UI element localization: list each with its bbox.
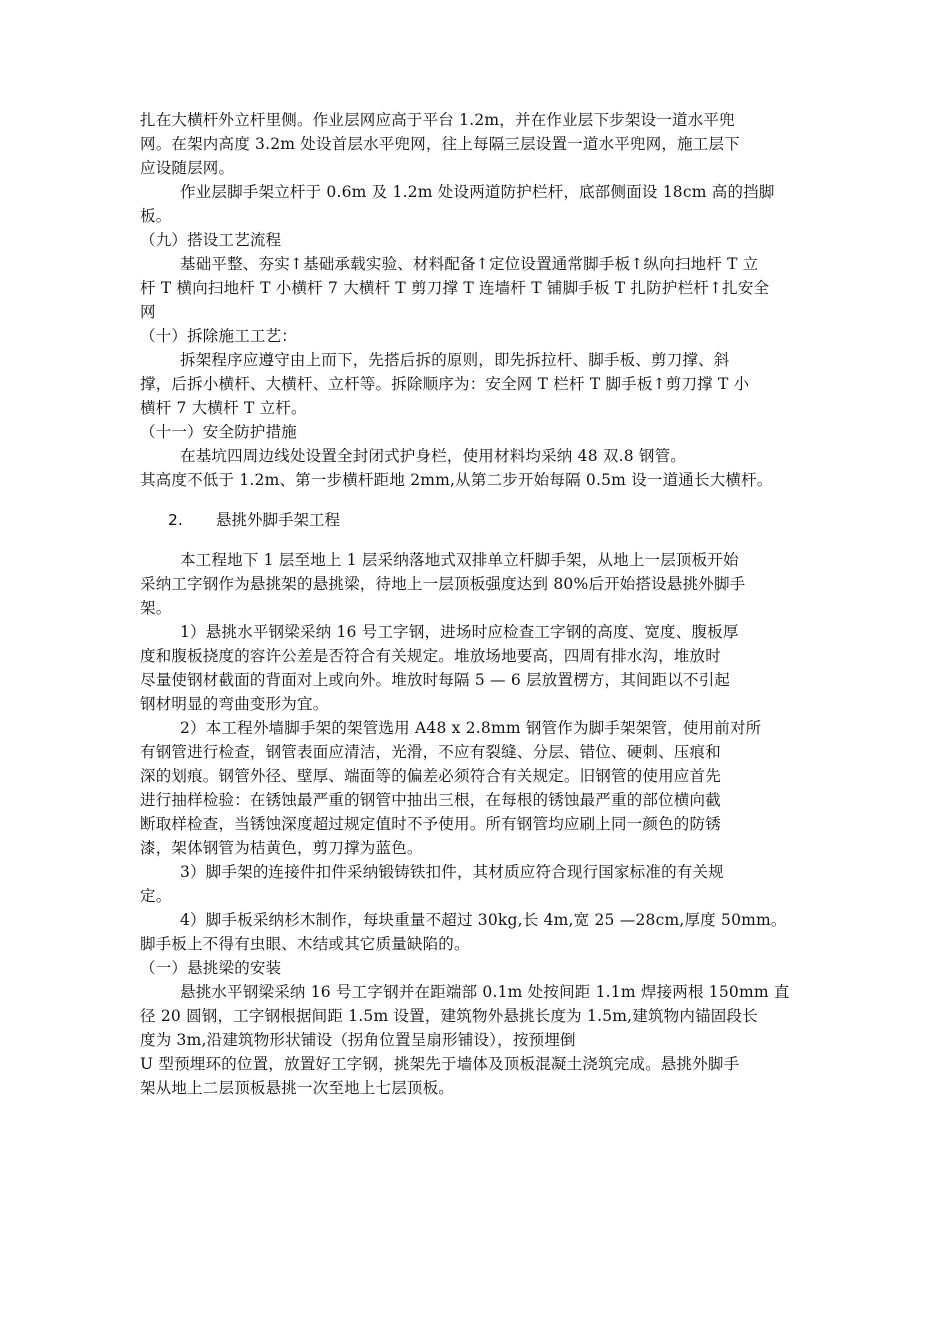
- text-line: U 型预埋环的位置，放置好工字钢，挑架先于墙体及顶板混凝土浇筑完成。悬挑外脚手: [140, 1055, 740, 1073]
- text-line: 悬挑水平钢梁采纳 16 号工字钢并在距端部 0.1m 处按间距 1.1m 焊接两根 150mm 直: [180, 983, 790, 1001]
- text-line: 采纳工字钢作为悬挑架的悬挑梁，待地上一层顶板强度达到 80%后开始搭设悬挑外脚手: [140, 575, 746, 593]
- text-line: 横杆 7 大横杆 T 立杆。: [140, 399, 307, 417]
- text-line: 4）脚手板采纳杉木制作，每块重量不超过 30kg,长 4m,宽 25 —28cm,厚度 50mm。: [180, 911, 787, 929]
- text-line: 度和腹板挠度的容许公差是否符合有关规定。堆放场地要高，四周有排水沟，堆放时: [140, 647, 721, 665]
- subsection-heading: （一）悬挑梁的安装: [140, 959, 282, 977]
- section-heading: [140, 508, 830, 532]
- section-number: 2.: [168, 511, 183, 529]
- text-line: 漆，架体钢管为桔黄色，剪刀撑为蓝色。: [140, 839, 423, 857]
- text-line: 架从地上二层顶板悬挑一次至地上七层顶板。: [140, 1079, 455, 1097]
- text-line: 定。: [140, 887, 172, 905]
- text-line: 扎在大横杆外立杆里侧。作业层网应高于平台 1.2m，并在作业层下步架设一道水平兜: [140, 111, 735, 129]
- text-line: 本工程地下 1 层至地上 1 层采纳落地式双排单立杆脚手架，从地上一层顶板开始: [180, 551, 739, 569]
- text-line: 2）本工程外墙脚手架的架管选用 A48 x 2.8mm 钢管作为脚手架架管，使用前对所: [180, 719, 762, 737]
- document-body: [140, 108, 830, 1100]
- text-line: 1）悬挑水平钢梁采纳 16 号工字钢，进场时应检查工字钢的高度、宽度、腹板厚: [180, 623, 739, 641]
- text-line: 应设随层网。: [140, 159, 235, 177]
- section-title: 悬挑外脚手架工程: [216, 511, 341, 529]
- spacer: [140, 532, 830, 548]
- text-line: 作业层脚手架立杆于 0.6m 及 1.2m 处设两道防护栏杆，底部侧面设 18cm 高的挡脚: [180, 183, 775, 201]
- subsection-heading: （十）拆除施工工艺：: [140, 327, 298, 345]
- spacer: [140, 492, 830, 508]
- text-line: 脚手板上不得有虫眼、木结或其它质量缺陷的。: [140, 935, 470, 953]
- text-line: 架。: [140, 599, 172, 617]
- subsection-heading: （十一）安全防护措施: [140, 423, 298, 441]
- text-line: 断取样检查，当锈蚀深度超过规定值时不予使用。所有钢管均应刷上同一颜色的防锈: [140, 815, 721, 833]
- text-line: 进行抽样检验：在锈蚀最严重的钢管中抽出三根，在每根的锈蚀最严重的部位横向截: [140, 791, 721, 809]
- text-line: 在基坑四周边线处设置全封闭式护身栏，使用材料均采纳 48 双.8 钢管。: [180, 447, 686, 465]
- text-line: 钢材明显的弯曲变形为宜。: [140, 695, 329, 713]
- subsection-heading: （九）搭设工艺流程: [140, 231, 282, 249]
- text-line: 网: [140, 303, 156, 321]
- text-line: 网。在架内高度 3.2m 处设首层水平兜网，往上每隔三层设置一道水平兜网，施工层下: [140, 135, 740, 153]
- text-line: 板。: [140, 207, 172, 225]
- text-line: 基础平整、夯实↑基础承载实验、材料配备↑定位设置通常脚手板↑纵向扫地杆 T 立: [180, 255, 759, 273]
- text-line: 撑，后拆小横杆、大横杆、立杆等。拆除顺序为：安全网 T 栏杆 T 脚手板↑剪刀撑 T 小: [140, 375, 750, 393]
- text-line: 有钢管进行检查，钢管表面应清洁，光滑，不应有裂缝、分层、错位、硬刺、压痕和: [140, 743, 721, 761]
- text-line: 深的划痕。钢管外径、壁厚、端面等的偏差必须符合有关规定。旧钢管的使用应首先: [140, 767, 721, 785]
- text-line: 杆 T 横向扫地杆 T 小横杆 7 大横杆 T 剪刀撑 T 连墙杆 T 铺脚手板 T 扎防护栏杆↑扎安全: [140, 279, 770, 297]
- text-line: 径 20 圆钢，工字钢根据间距 1.5m 设置，建筑物外悬挑长度为 1.5m,建筑物内锚固段长: [140, 1007, 758, 1025]
- text-line: 尽量使钢材截面的背面对上或向外。堆放时每隔 5 — 6 层放置楞方，其间距以不引起: [140, 671, 731, 689]
- text-line: 3）脚手架的连接件扣件采纳锻铸铁扣件，其材质应符合现行国家标准的有关规: [180, 863, 724, 881]
- text-line: 其高度不低于 1.2m、第一步横杆距地 2mm,从第二步开始每隔 0.5m 设一道通长大横杆。: [140, 471, 773, 489]
- text-line: 拆架程序应遵守由上而下，先搭后拆的原则，即先拆拉杆、脚手板、剪刀撑、斜: [180, 351, 730, 369]
- text-line: 度为 3m,沿建筑物形状铺设（拐角位置呈扇形铺设），按预埋倒: [140, 1031, 576, 1049]
